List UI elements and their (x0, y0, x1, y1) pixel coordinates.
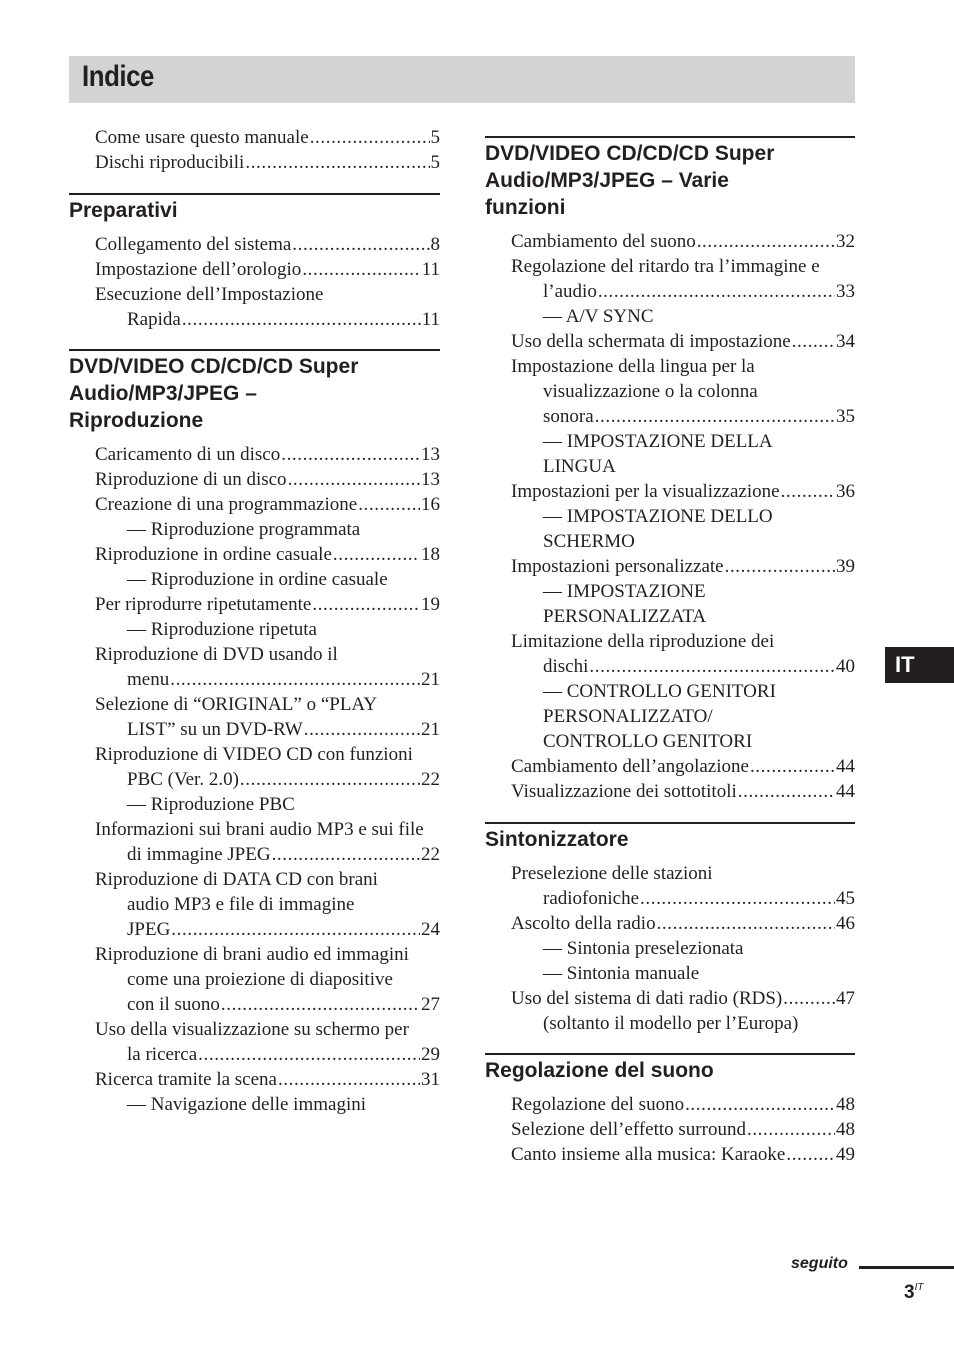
dot-leader (749, 754, 835, 779)
toc-entry-text: Visualizzazione dei sottotitoli (511, 781, 737, 802)
toc-entry-text: Creazione di una programmazione (95, 494, 358, 515)
toc-entry (127, 717, 440, 742)
toc-entry-page: 16 (421, 494, 440, 515)
toc-entry (95, 692, 440, 717)
toc-entry-text: come una proiezione di diapositive (127, 969, 393, 990)
section-heading-line: DVD/VIDEO CD/CD/CD Super (69, 355, 359, 378)
dot-leader (169, 667, 420, 692)
toc-entry-text: — Sintonia preselezionata (543, 938, 744, 959)
dot-leader (170, 917, 420, 942)
toc-entry-page: 47 (836, 988, 855, 1009)
toc-entry (511, 1092, 855, 1117)
toc-entry-text: — A/V SYNC (543, 306, 654, 327)
toc-entry-text: — Riproduzione programmata (127, 519, 361, 540)
dot-leader (181, 307, 421, 332)
toc-entry (127, 792, 440, 817)
dot-leader (303, 717, 420, 742)
toc-entry-text: — Navigazione delle immagini (127, 1094, 367, 1115)
toc-entry (95, 150, 440, 175)
section-heading (69, 197, 440, 224)
toc-entry-page: 11 (421, 259, 440, 280)
toc-entry (127, 842, 440, 867)
toc-entry-text: Come usare questo manuale (95, 127, 309, 148)
toc-entry (511, 754, 855, 779)
toc-entry (127, 667, 440, 692)
toc-entry (95, 257, 440, 282)
toc-entry (95, 282, 440, 307)
toc-entry (95, 232, 440, 257)
section-heading (485, 140, 855, 221)
dot-leader (309, 125, 430, 150)
toc-entry-text: Limitazione della riproduzione dei (511, 631, 775, 652)
toc-entry-text: l’audio (543, 281, 597, 302)
toc-entry (95, 467, 440, 492)
title-bar (69, 56, 855, 103)
language-tab: IT (885, 647, 954, 683)
toc-entry (95, 942, 440, 967)
toc-entry-text: Rapida (127, 309, 181, 330)
dot-leader (597, 279, 835, 304)
section-heading (69, 353, 440, 434)
toc-entry-text: — Sintonia manuale (543, 963, 700, 984)
toc-entry (127, 992, 440, 1017)
dot-leader (291, 232, 429, 257)
toc-entry-page: 48 (836, 1119, 855, 1140)
toc-entry-page: 45 (836, 888, 855, 909)
toc-entry-text: PERSONALIZZATO/ (543, 706, 713, 727)
toc-entry (511, 229, 855, 254)
toc-entry-text: (soltanto il modello per l’Europa) (543, 1013, 799, 1034)
toc-entry-text: Uso della visualizzazione su schermo per (95, 1019, 409, 1040)
toc-entry-page: 22 (421, 844, 440, 865)
toc-entry-page: 49 (836, 1144, 855, 1165)
dot-leader (780, 479, 835, 504)
toc-entry-text: audio MP3 e file di immagine (127, 894, 355, 915)
toc-entry-text: menu (127, 669, 170, 690)
toc-entry-text: Riproduzione di VIDEO CD con funzioni (95, 744, 413, 765)
toc-entry-page: 22 (421, 769, 440, 790)
toc-entry (127, 767, 440, 792)
dot-leader (220, 992, 420, 1017)
toc-entry-text: Riproduzione di DATA CD con brani (95, 869, 378, 890)
toc-entry (127, 517, 440, 542)
toc-entry-text: Dischi riproducibili (95, 152, 245, 173)
section-heading-line: Audio/MP3/JPEG – (69, 382, 257, 405)
toc-entry-text: con il suono (127, 994, 220, 1015)
toc-entry (95, 817, 440, 842)
toc-entry-text: Selezione di “ORIGINAL” o “PLAY (95, 694, 378, 715)
toc-entry-text: radiofoniche (543, 888, 640, 909)
toc-entry-text: Ascolto della radio (511, 913, 656, 934)
toc-entry-page: 18 (421, 544, 440, 565)
toc-entry (511, 254, 855, 279)
toc-entry-text: Informazioni sui brani audio MP3 e sui file (95, 819, 424, 840)
toc-entry-page: 46 (836, 913, 855, 934)
section-heading (485, 1057, 855, 1084)
toc-entry (543, 936, 855, 961)
toc-entry-text: Riproduzione in ordine casuale (95, 544, 332, 565)
toc-entry (95, 442, 440, 467)
dot-leader (287, 467, 420, 492)
dot-leader (746, 1117, 835, 1142)
toc-entry (127, 1092, 440, 1117)
toc-entry (543, 604, 855, 629)
toc-entry-text: SCHERMO (543, 531, 635, 552)
toc-entry (511, 479, 855, 504)
toc-entry (95, 125, 440, 150)
dot-leader (301, 257, 420, 282)
toc-entry (95, 592, 440, 617)
toc-entry-text: Uso del sistema di dati radio (RDS) (511, 988, 783, 1009)
toc-entry-text: dischi (543, 656, 589, 677)
section-rule (485, 1053, 855, 1055)
toc-entry (543, 886, 855, 911)
toc-entry (543, 404, 855, 429)
toc-entry-text: Impostazione dell’orologio (95, 259, 302, 280)
toc-entry (511, 1117, 855, 1142)
toc-entry-text: Cambiamento del suono (511, 231, 696, 252)
toc-entry (511, 554, 855, 579)
toc-entry-page: 31 (421, 1069, 440, 1090)
toc-entry-text: Caricamento di un disco (95, 444, 281, 465)
toc-entry (127, 1042, 440, 1067)
dot-leader (594, 404, 835, 429)
toc-entry (543, 1011, 855, 1036)
toc-entry-text: — Riproduzione in ordine casuale (127, 569, 388, 590)
toc-entry-page: 36 (836, 481, 855, 502)
toc-entry-text: — IMPOSTAZIONE DELLO (543, 506, 773, 527)
dot-leader (244, 150, 429, 175)
toc-entry (543, 279, 855, 304)
toc-entry-text: Impostazioni per la visualizzazione (511, 481, 780, 502)
toc-entry (543, 654, 855, 679)
toc-entry (95, 642, 440, 667)
toc-entry-text: Riproduzione di brani audio ed immagini (95, 944, 409, 965)
toc-entry-page: 39 (836, 556, 855, 577)
section-rule (485, 822, 855, 824)
toc-entry (543, 679, 855, 704)
toc-entry-text: la ricerca (127, 1044, 198, 1065)
section-rule (485, 136, 855, 138)
toc-entry-text: Regolazione del ritardo tra l’immagine e (511, 256, 820, 277)
toc-entry-text: sonora (543, 406, 594, 427)
toc-entry-page: 8 (430, 234, 440, 255)
toc-entry-text: CONTROLLO GENITORI (543, 731, 753, 752)
toc-entry-text: di immagine JPEG (127, 844, 271, 865)
toc-entry (543, 704, 855, 729)
toc-entry (543, 454, 855, 479)
toc-entry-page: 5 (430, 152, 440, 173)
toc-entry-text: Cambiamento dell’angolazione (511, 756, 749, 777)
toc-entry (543, 579, 855, 604)
toc-entry-page: 27 (421, 994, 440, 1015)
toc-entry-text: Uso della schermata di impostazione (511, 331, 791, 352)
toc-entry-page: 24 (421, 919, 440, 940)
dot-leader (277, 1067, 420, 1092)
toc-entry (127, 567, 440, 592)
toc-entry (127, 307, 440, 332)
section-heading-line: Riproduzione (69, 409, 204, 432)
toc-entry (95, 867, 440, 892)
toc-entry-page: 21 (421, 719, 440, 740)
toc-entry-page: 13 (421, 444, 440, 465)
toc-entry (95, 1017, 440, 1042)
toc-entry (543, 729, 855, 754)
toc-entry (543, 529, 855, 554)
toc-entry-text: Collegamento del sistema (95, 234, 292, 255)
toc-entry-text: — CONTROLLO GENITORI (543, 681, 776, 702)
toc-entry-text: LINGUA (543, 456, 616, 477)
page-number: $3^{IT}$ (904, 1282, 924, 1303)
toc-entry (511, 629, 855, 654)
section-heading-line: funzioni (485, 196, 566, 219)
toc-entry-text: Canto insieme alla musica: Karaoke (511, 1144, 786, 1165)
toc-entry-text: PERSONALIZZATA (543, 606, 707, 627)
toc-entry-text: PBC (Ver. 2.0) (127, 769, 239, 790)
toc-entry (543, 961, 855, 986)
toc-entry (95, 742, 440, 767)
toc-entry-page: 44 (836, 781, 855, 802)
toc-entry-text: Ricerca tramite la scena (95, 1069, 277, 1090)
section-heading-line: Audio/MP3/JPEG – Varie (485, 169, 729, 192)
section-heading-line: Regolazione del suono (485, 1059, 714, 1082)
toc-entry-page: 32 (836, 231, 855, 252)
page-title: Indice (82, 60, 154, 93)
toc-entry-page: 40 (836, 656, 855, 677)
toc-entry-page: 19 (421, 594, 440, 615)
dot-leader (357, 492, 420, 517)
dot-leader (684, 1092, 835, 1117)
section-rule (69, 193, 440, 195)
toc-entry-text: Impostazione della lingua per la (511, 356, 755, 377)
dot-leader (332, 542, 420, 567)
toc-entry-text: Regolazione del suono (511, 1094, 685, 1115)
dot-leader (782, 986, 835, 1011)
toc-entry-text: Per riprodurre ripetutamente (95, 594, 312, 615)
section-heading-line: Preparativi (69, 199, 178, 222)
toc-entry-text: — IMPOSTAZIONE (543, 581, 706, 602)
section-heading-line: Sintonizzatore (485, 828, 629, 851)
toc-entry-text: LIST” su un DVD-RW (127, 719, 303, 740)
dot-leader (280, 442, 420, 467)
toc-entry (511, 911, 855, 936)
dot-leader (737, 779, 835, 804)
toc-entry-page: 21 (421, 669, 440, 690)
dot-leader (197, 1042, 420, 1067)
toc-entry-page: 33 (836, 281, 855, 302)
dot-leader (656, 911, 835, 936)
toc-entry (127, 967, 440, 992)
dot-leader (639, 886, 835, 911)
toc-entry-page: 5 (430, 127, 440, 148)
section-heading-line: DVD/VIDEO CD/CD/CD Super (485, 142, 775, 165)
section-heading (485, 826, 855, 853)
toc-entry (95, 492, 440, 517)
toc-entry (95, 542, 440, 567)
toc-entry (543, 379, 855, 404)
dot-leader (785, 1142, 835, 1167)
toc-entry-text: — Riproduzione PBC (127, 794, 295, 815)
section-rule (69, 349, 440, 351)
toc-entry (127, 892, 440, 917)
toc-entry (543, 429, 855, 454)
toc-entry-page: 35 (836, 406, 855, 427)
toc-entry-text: — IMPOSTAZIONE DELLA (543, 431, 773, 452)
toc-entry-text: visualizzazione o la colonna (543, 381, 758, 402)
continued-label: seguito (791, 1255, 848, 1272)
continued-rule (859, 1266, 954, 1269)
toc-entry (95, 1067, 440, 1092)
toc-entry-text: Riproduzione di un disco (95, 469, 287, 490)
toc-entry-text: Impostazioni personalizzate (511, 556, 724, 577)
dot-leader (271, 842, 420, 867)
toc-entry-text: Riproduzione di DVD usando il (95, 644, 338, 665)
toc-entry (127, 917, 440, 942)
toc-entry-text: Selezione dell’effetto surround (511, 1119, 746, 1140)
toc-entry-text: Esecuzione dell’Impostazione (95, 284, 324, 305)
toc-entry (511, 861, 855, 886)
toc-entry-page: 13 (421, 469, 440, 490)
dot-leader (588, 654, 835, 679)
dot-leader (724, 554, 835, 579)
dot-leader (696, 229, 835, 254)
toc-entry (511, 986, 855, 1011)
toc-entry-page: 11 (421, 309, 440, 330)
toc-entry-text: JPEG (127, 919, 171, 940)
dot-leader (791, 329, 835, 354)
toc-entry-page: 29 (421, 1044, 440, 1065)
toc-entry-text: — Riproduzione ripetuta (127, 619, 317, 640)
dot-leader (311, 592, 420, 617)
toc-entry-text: Preselezione delle stazioni (511, 863, 713, 884)
toc-entry (511, 329, 855, 354)
toc-entry-page: 34 (836, 331, 855, 352)
toc-entry (543, 504, 855, 529)
dot-leader (239, 767, 420, 792)
toc-entry (511, 354, 855, 379)
toc-entry-page: 48 (836, 1094, 855, 1115)
toc-entry-page: 44 (836, 756, 855, 777)
toc-entry (127, 617, 440, 642)
toc-entry (543, 304, 855, 329)
toc-entry (511, 1142, 855, 1167)
toc-entry (511, 779, 855, 804)
